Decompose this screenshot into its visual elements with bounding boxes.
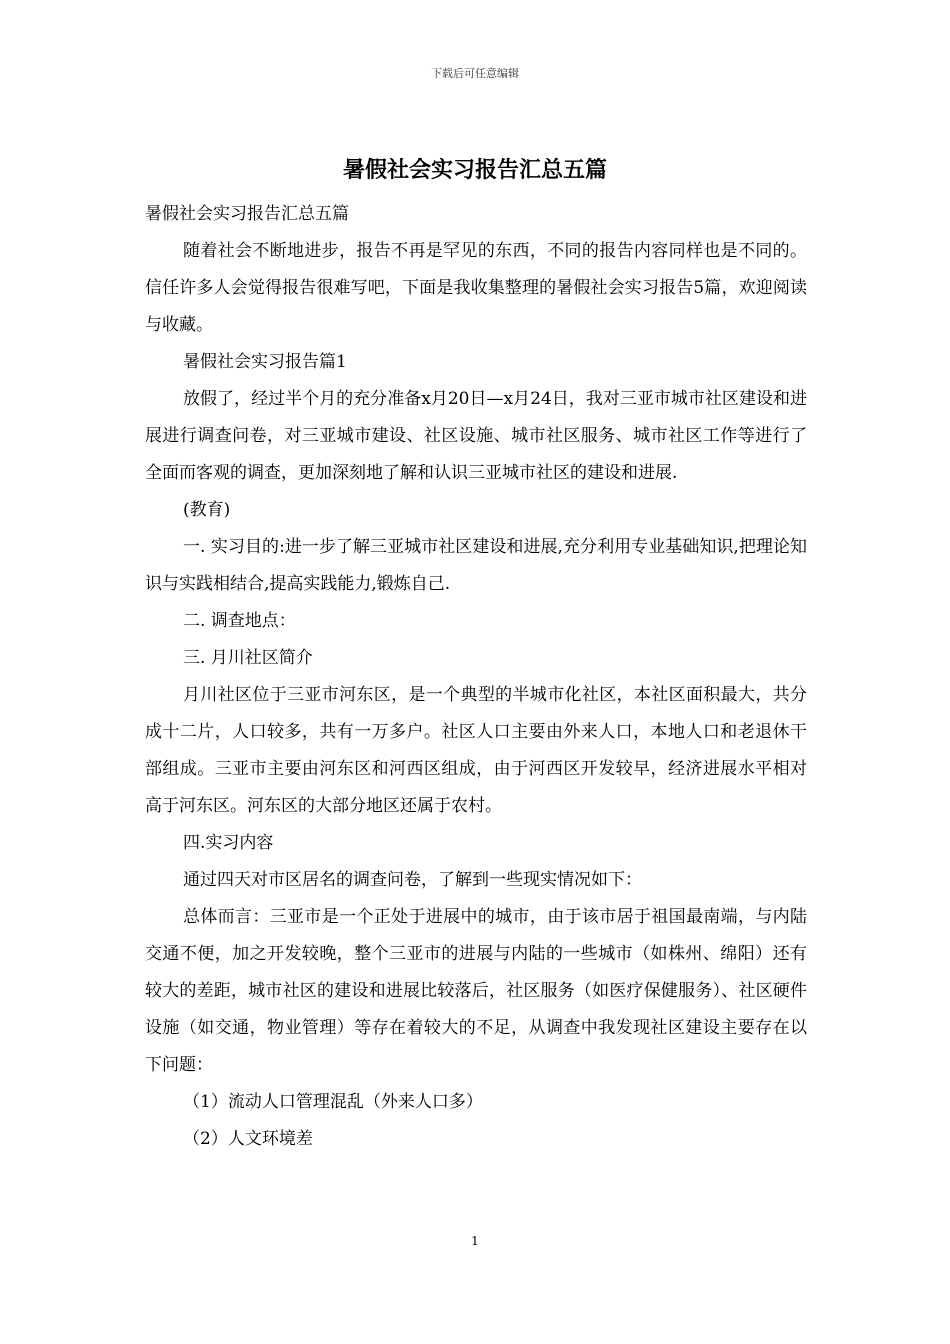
paragraph-intro: 随着社会不断地进步，报告不再是罕见的东西，不同的报告内容同样也是不同的。信任许多人会觉得报告很难写吧，下面是我收集整理的暑假社会实习报告5篇，欢迎阅读与收藏。	[145, 241, 807, 335]
list-item: （2）人文环境差	[183, 1129, 313, 1149]
document-body	[145, 196, 807, 1158]
paragraph: 放假了，经过半个月的充分准备x月20日—x月24日，我对三亚市城市社区建设和进展进行调查问卷，对三亚城市建设、社区设施、城市社区服务、城市社区工作等进行了全面而客观的调查，更加深刻地了解和认识三亚城市社区的建设和进展.	[145, 389, 807, 483]
paragraph: 总体而言：三亚市是一个正处于进展中的城市，由于该市居于祖国最南端，与内陆交通不便，加之开发较晚，整个三亚市的进展与内陆的一些城市（如株州、绵阳）还有较大的差距，城市社区的建设和进展比较落后，社区服务（如医疗保健服务）、社区硬件设施（如交通，物业管理）等存在着较大的不足，从调查中我发现社区建设主要存在以下问题：	[145, 907, 807, 1075]
paragraph: 四.实习内容	[183, 833, 274, 853]
document-title: 暑假社会实习报告汇总五篇	[342, 157, 607, 183]
paragraph: 一. 实习目的:进一步了解三亚城市社区建设和进展,充分利用专业基础知识,把理论知识与实践相结合,提高实践能力,锻炼自己.	[145, 537, 807, 594]
list-item: （1）流动人口管理混乱（外来人口多）	[183, 1092, 483, 1112]
paragraph: (教育)	[183, 500, 231, 520]
header-note: 下载后可任意编辑	[431, 67, 519, 80]
paragraph: 三. 月川社区简介	[183, 648, 313, 668]
paragraph: 通过四天对市区居名的调查问卷，了解到一些现实情况如下：	[183, 870, 642, 890]
paragraph-subtitle: 暑假社会实习报告汇总五篇	[145, 204, 349, 224]
paragraph: 月川社区位于三亚市河东区，是一个典型的半城市化社区，本社区面积最大，共分成十二片，人口较多，共有一万多户。社区人口主要由外来人口，本地人口和老退休干部组成。三亚市主要由河东区和河西区组成，由于河西区开发较早，经济进展水平相对高于河东区。河东区的大部分地区还属于农村。	[145, 685, 807, 816]
paragraph-section-heading: 暑假社会实习报告篇1	[183, 352, 347, 372]
paragraph: 二. 调查地点：	[183, 611, 296, 631]
page-number: 1	[471, 1234, 479, 1248]
